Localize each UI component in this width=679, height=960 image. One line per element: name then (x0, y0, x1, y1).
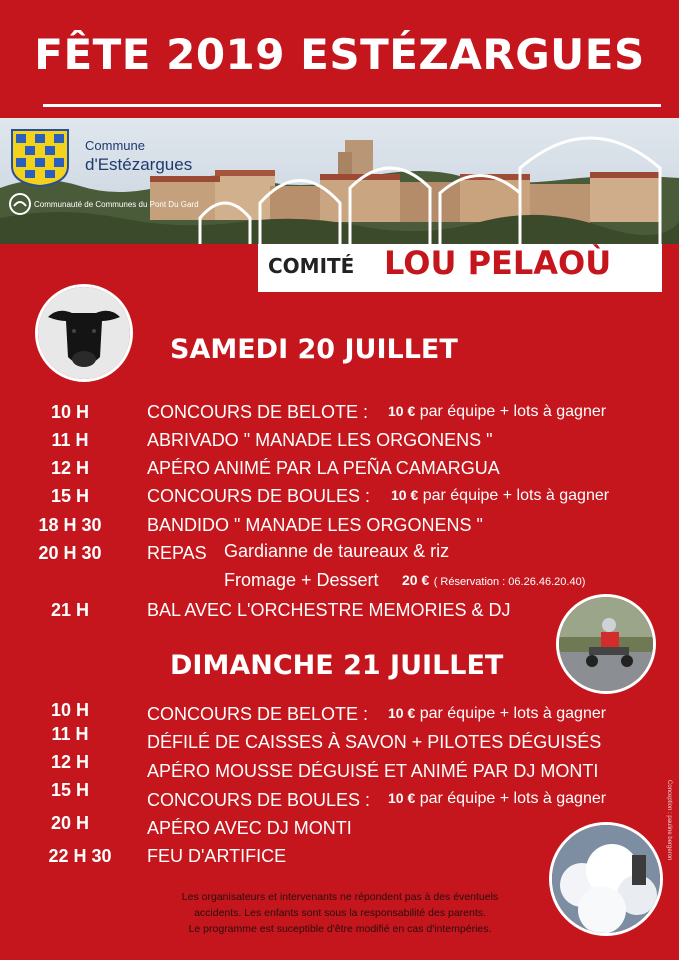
page-title: FÊTE 2019 ESTÉZARGUES (34, 30, 645, 79)
price-text: par équipe + lots à gagner (422, 487, 610, 504)
reservation-note: ( Réservation : 06.26.46.20.40) (433, 576, 586, 588)
title-divider (43, 104, 661, 107)
sunday-row-3-event: APÉRO MOUSSE DÉGUISÉ ET ANIMÉ PAR DJ MONTI (147, 761, 599, 781)
communaute-name: Communauté de Communes du Pont Du Gard (34, 200, 199, 209)
sunday-row-6-time: 22 H 30 (48, 846, 112, 866)
price-value: 20 € (402, 572, 430, 588)
saturday-row-2-event: ABRIVADO " MANADE LES ORGONENS " (147, 430, 493, 450)
disclaimer (120, 889, 560, 937)
repas-menu-line-1: Gardianne de taureaux & riz (224, 541, 450, 561)
saturday-row-2-time: 11 H (51, 430, 89, 450)
saturday-row-6-time: 20 H 30 (38, 543, 102, 563)
saturday-row-4-event: CONCOURS DE BOULES : (147, 486, 371, 506)
foam-party-photo (549, 822, 663, 936)
sunday-title: DIMANCHE 21 JUILLET (170, 650, 504, 681)
price-value: 10 € (388, 403, 416, 419)
sunday-row-4-time: 15 H (50, 780, 90, 800)
price-text: par équipe + lots à gagner (419, 403, 607, 420)
saturday-row-1-price (388, 403, 606, 421)
disclaimer-line-3: Le programme est suceptible d'être modifié en cas d'intempéries. (188, 923, 492, 935)
sunday-row-3-time: 12 H (50, 752, 90, 772)
price-text: par équipe + lots à gagner (419, 705, 607, 722)
commune-name: d'Estézargues (85, 155, 193, 174)
repas-price (402, 572, 585, 590)
sunday-row-1-price (388, 705, 606, 723)
sunday-row-2-event: DÉFILÉ DE CAISSES À SAVON + PILOTES DÉGUISÉS (147, 732, 602, 752)
price-value: 10 € (388, 705, 416, 721)
saturday-row-1-event: CONCOURS DE BELOTE : (147, 402, 369, 422)
price-text: par équipe + lots à gagner (419, 790, 607, 807)
sunday-row-2-time: 11 H (51, 724, 89, 744)
sunday-row-5-time: 20 H (50, 813, 90, 833)
disclaimer-line-2: accidents. Les enfants sont sous la responsabilité des parents. (194, 907, 486, 919)
commune-label: Commune (85, 138, 145, 153)
repas-menu-line-2: Fromage + Dessert (224, 570, 379, 590)
saturday-row-4-price (391, 487, 609, 505)
sunday-row-6-event: FEU D'ARTIFICE (147, 846, 287, 866)
saturday-title: SAMEDI 20 JUILLET (170, 334, 458, 365)
bull-photo (35, 284, 133, 382)
disclaimer-line-1: Les organisateurs et intervenants ne répondent pas à des éventuels (181, 891, 499, 903)
saturday-row-3-event: APÉRO ANIMÉ PAR LA PEÑA CAMARGUA (147, 458, 500, 478)
price-value: 10 € (388, 790, 416, 806)
communaute-logo-icon (8, 192, 32, 216)
saturday-row-5-event: BANDIDO " MANADE LES ORGONENS " (147, 515, 483, 535)
saturday-row-7-time: 21 H (50, 600, 90, 620)
soapbox-race-photo (556, 594, 656, 694)
design-credit: Conception : pauline bergeron (666, 780, 672, 861)
blazon-icon (10, 128, 70, 188)
saturday-row-3-time: 12 H (50, 458, 90, 478)
saturday-row-7-event: BAL AVEC L'ORCHESTRE MEMORIES & DJ (147, 600, 511, 620)
sunday-row-5-event: APÉRO AVEC DJ MONTI (147, 818, 352, 838)
saturday-row-6-event: REPAS (147, 543, 207, 563)
price-value: 10 € (391, 487, 419, 503)
saturday-row-5-time: 18 H 30 (38, 515, 102, 535)
saturday-row-1-time: 10 H (50, 402, 90, 422)
organizer-name: LOU PELAOÙ (384, 244, 612, 282)
sunday-row-4-event: CONCOURS DE BOULES : (147, 790, 371, 810)
organizer-prefix: COMITÉ (268, 254, 355, 278)
saturday-row-4-time: 15 H (50, 486, 90, 506)
sunday-row-4-price (388, 790, 606, 808)
sunday-row-1-time: 10 H (50, 700, 90, 720)
village-banner-photo (0, 118, 679, 244)
sunday-row-1-event: CONCOURS DE BELOTE : (147, 704, 369, 724)
